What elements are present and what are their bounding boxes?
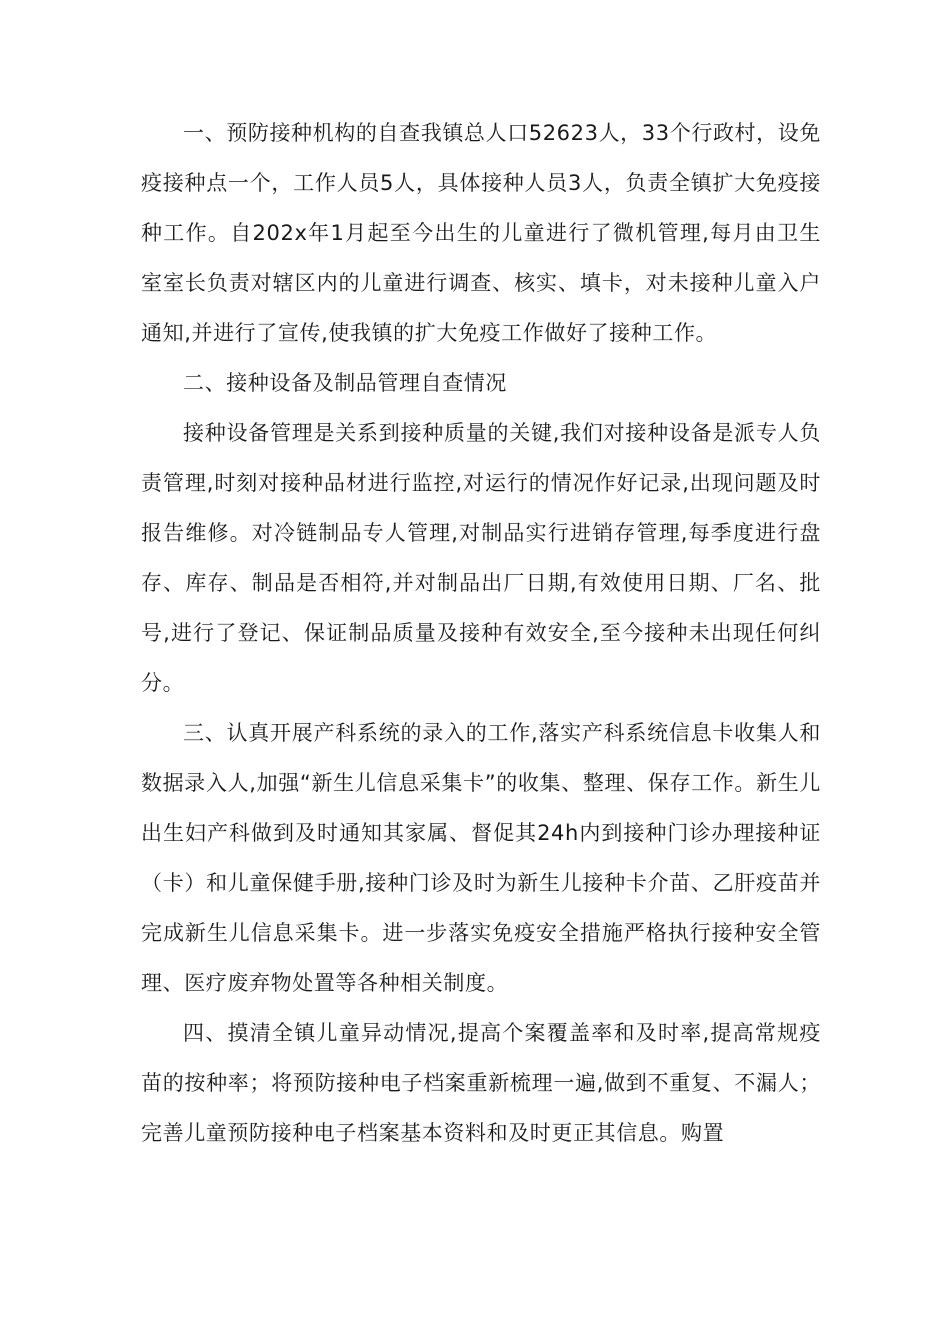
- paragraph-3-equipment-management: 接种设备管理是关系到接种质量的关键,我们对接种设备是派专人负责管理,时刻对接种品材进行监控,对运行的情况作好记录,出现问题及时报告维修。对冷链制品专人管理,对制品实行进销存管理,每季度进行盘存、库存、制品是否相符,并对制品出厂日期,有效使用日期、厂名、批号,进行了登记、保证制品质量及接种有效安全,至今接种未出现任何纠分。: [141, 421, 821, 695]
- paragraph-4-obstetrics-system: 三、认真开展产科系统的录入的工作,落实产科系统信息卡收集人和数据录入人,加强“新生儿信息采集卡”的收集、整理、保存工作。新生儿出生妇产科做到及时通知其家属、督促其24h内到接种门诊办理接种证（卡）和儿童保健手册,接种门诊及时为新生儿接种卡介苗、乙肝疫苗并完成新生儿信息采集卡。进一步落实免疫安全措施严格执行接种安全管理、医疗废弃物处置等各种相关制度。: [141, 721, 821, 995]
- paragraph-2-equipment-heading: 二、接种设备及制品管理自查情况: [183, 371, 507, 395]
- document-body: [141, 108, 821, 1158]
- paragraph-5-child-mobility: 四、摸清全镇儿童异动情况,提高个案覆盖率和及时率,提高常规疫苗的按种率；将预防接种电子档案重新梳理一遍,做到不重复、不漏人；完善儿童预防接种电子档案基本资料和及时更正其信息。购置: [141, 1021, 821, 1145]
- paragraph-1-institution-selfcheck: 一、预防接种机构的自查我镇总人口52623人，33个行政村，设免疫接种点一个，工作人员5人，具体接种人员3人，负责全镇扩大免疫接种工作。自202x年1月起至今出生的儿童进行了微机管理,每月由卫生室室长负责对辖区内的儿童进行调查、核实、填卡，对未接种儿童入户通知,并进行了宣传,使我镇的扩大免疫工作做好了接种工作。: [141, 121, 821, 345]
